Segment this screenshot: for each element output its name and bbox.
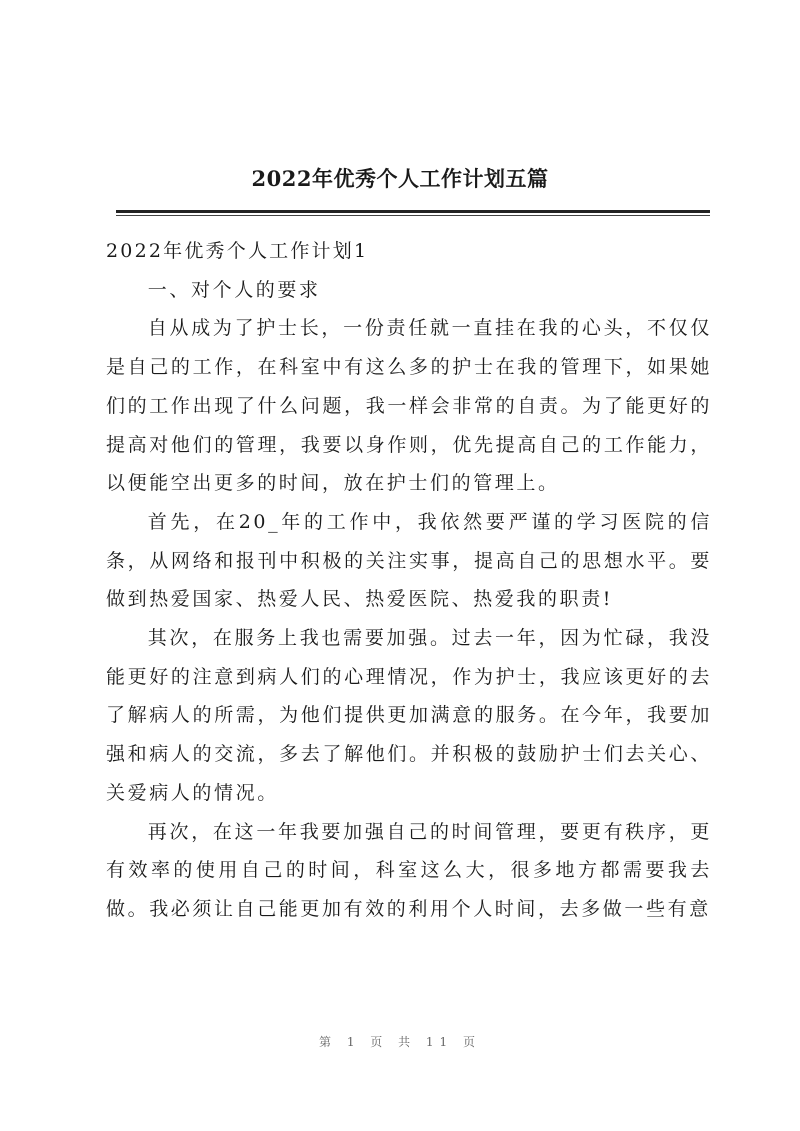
document-title: 2022年优秀个人工作计划五篇 (251, 166, 549, 191)
title-divider (116, 210, 710, 213)
sub-heading: 一、对个人的要求 (147, 278, 321, 301)
paragraph: 自从成为了护士长，一份责任就一直挂在我的心头，不仅仅是自己的工作，在科室中有这么多的护士在我的管理下，如果她们的工作出现了什么问题，我一样会非常的自责。为了能更好的提高对他们的管理，我要以身作则，优先提高自己的工作能力，以便能空出更多的时间，放在护士们的管理上。 (106, 317, 712, 495)
section-heading: 2022年优秀个人工作计划1 (106, 240, 369, 262)
document-body (106, 232, 712, 929)
title-divider-thin (116, 215, 710, 216)
paragraph: 再次，在这一年我要加强自己的时间管理，要更有秩序，更有效率的使用自己的时间，科室这么大，很多地方都需要我去做。我必须让自己能更加有效的利用个人时间，去多做一些有意 (106, 820, 712, 920)
page-footer: 第 1 页 共 11 页 (319, 1035, 481, 1049)
paragraph: 其次，在服务上我也需要加强。过去一年，因为忙碌，我没能更好的注意到病人们的心理情况，作为护士，我应该更好的去了解病人的所需，为他们提供更加满意的服务。在今年，我要加强和病人的交流，多去了解他们。并积极的鼓励护士们去关心、关爱病人的情况。 (106, 627, 712, 804)
paragraph: 首先，在20_年的工作中，我依然要严谨的学习医院的信条，从网络和报刊中积极的关注实事，提高自己的思想水平。要做到热爱国家、热爱人民、热爱医院、热爱我的职责! (106, 510, 712, 611)
